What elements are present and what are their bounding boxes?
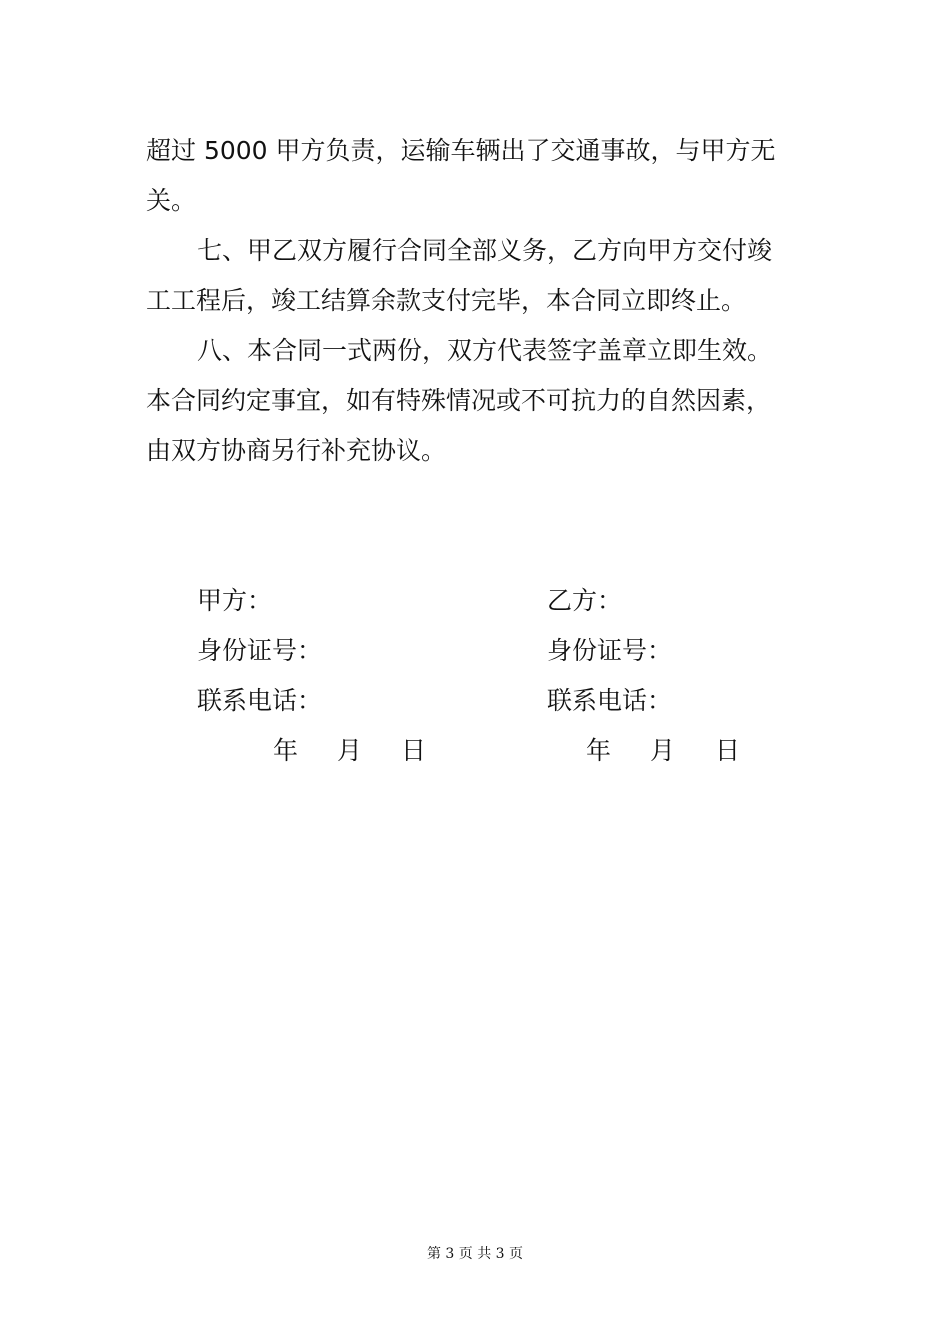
party-b-date-year: 年 — [586, 736, 612, 765]
party-a-id-label: 身份证号： — [197, 636, 323, 665]
body-line-1 — [146, 136, 808, 166]
party-b-date-day: 日 — [715, 736, 741, 765]
body-line-1-text: 超过 5000 甲方负责，运输车辆出了交通事故，与甲方无 — [146, 136, 776, 165]
body-line-3: 七、甲乙双方履行合同全部义务，乙方向甲方交付竣 — [197, 236, 773, 265]
page-number-footer: 第 3 页 共 3 页 — [426, 1246, 524, 1262]
party-b-date-month: 月 — [650, 736, 676, 765]
body-line-4: 工工程后，竣工结算余款支付完毕，本合同立即终止。 — [146, 286, 747, 315]
party-b-id-label: 身份证号： — [547, 636, 673, 665]
body-line-2: 关。 — [146, 186, 197, 215]
party-b-label: 乙方： — [547, 586, 623, 615]
party-a-label: 甲方： — [197, 586, 273, 615]
body-line-5: 八、本合同一式两份，双方代表签字盖章立即生效。 — [197, 336, 773, 365]
party-b-date — [0, 736, 950, 766]
party-a-phone-label: 联系电话： — [197, 686, 323, 715]
party-a-date-month: 月 — [337, 736, 363, 765]
party-a-date-day: 日 — [401, 736, 427, 765]
party-b-phone-label: 联系电话： — [547, 686, 673, 715]
body-line-6: 本合同约定事宜，如有特殊情况或不可抗力的自然因素， — [146, 386, 772, 415]
body-line-7: 由双方协商另行补充协议。 — [146, 436, 447, 465]
party-a-date-year: 年 — [273, 736, 299, 765]
